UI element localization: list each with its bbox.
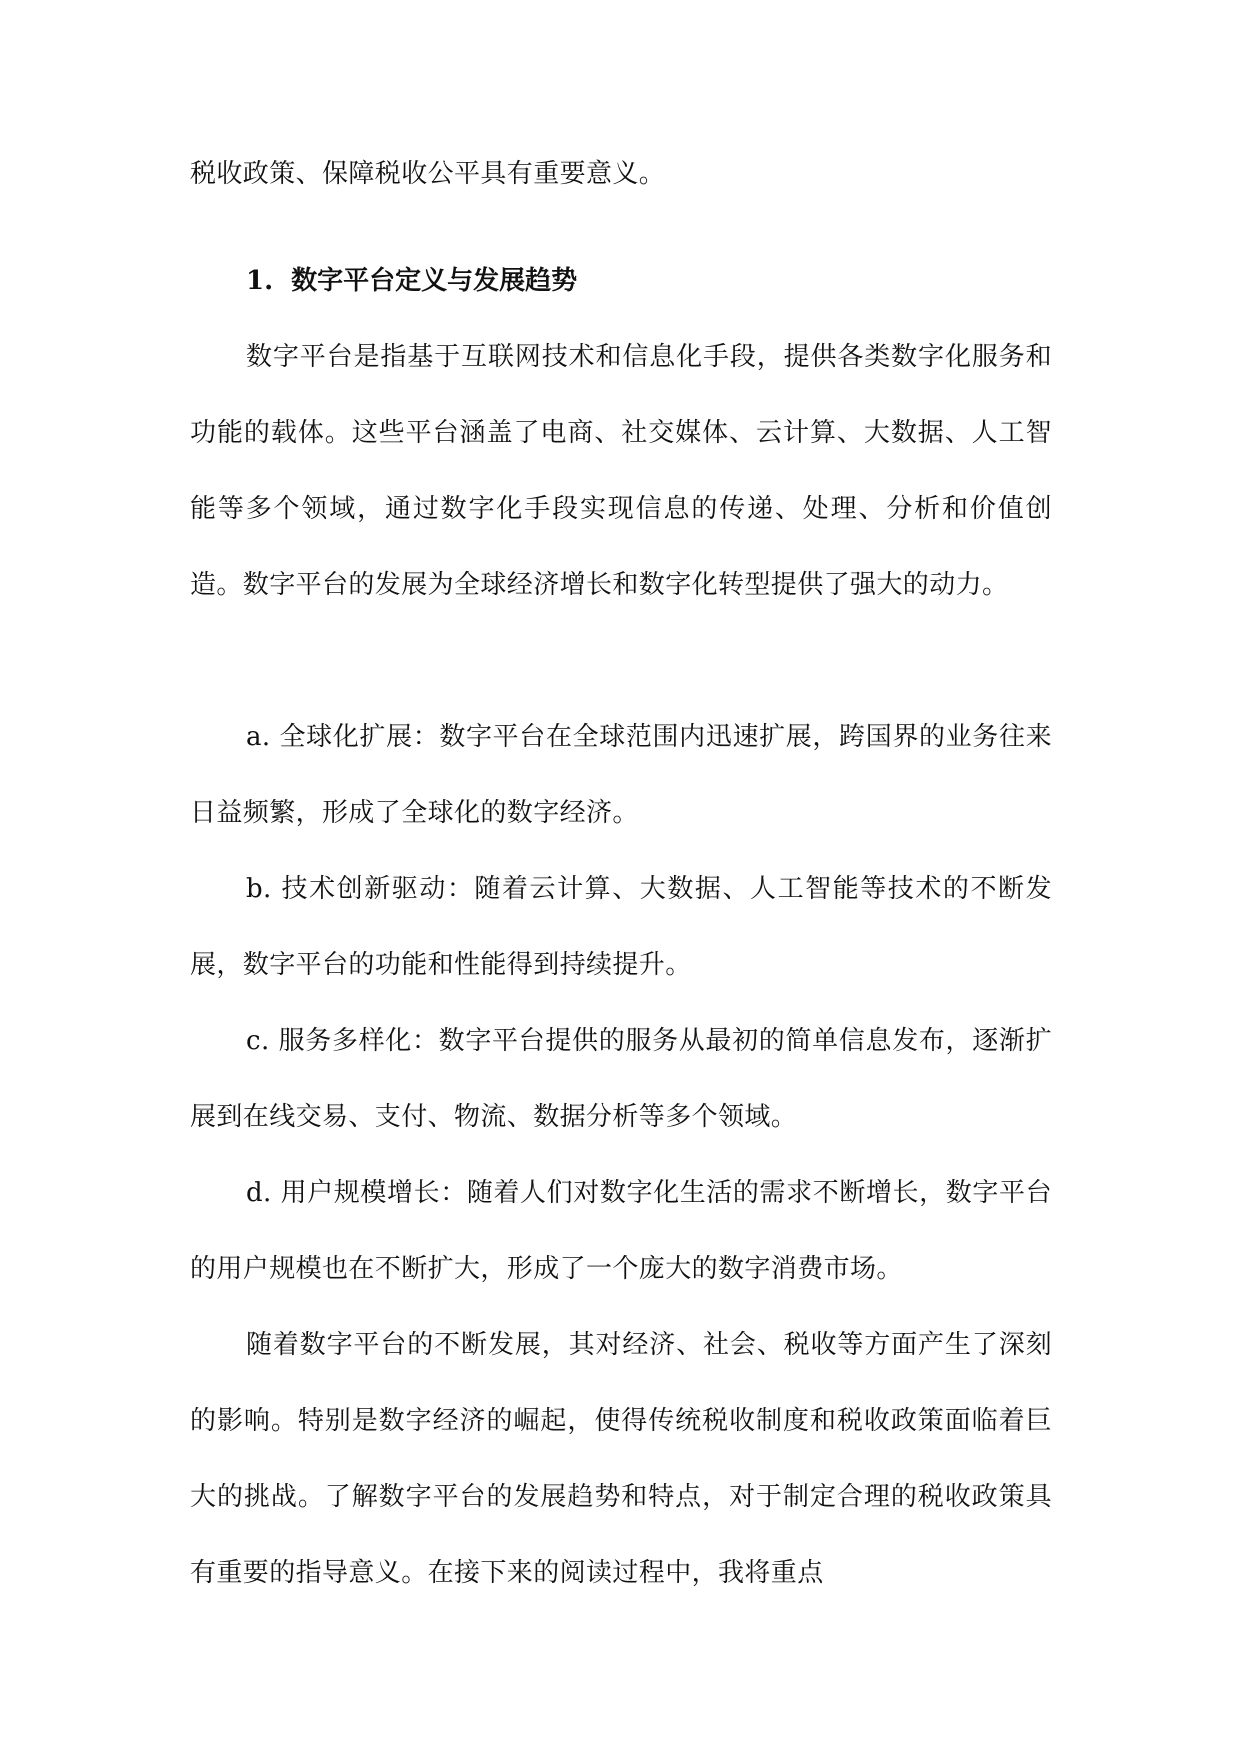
section-heading [246,243,577,319]
carry-over-paragraph: 税收政策、保障税收公平具有重要意义。 [190,159,666,189]
section-number: 1. [246,266,274,296]
closing-paragraph: 随着数字平台的不断发展，其对经济、社会、税收等方面产生了深刻的影响。特别是数字经济的崛起，使得传统税收制度和税收政策面临着巨大的挑战。了解数字平台的发展趋势和特点，对于制定合理的税收政策具有重要的指导意义。在接下来的阅读过程中，我将重点 [190,1330,1052,1588]
trend-item-c: c. 服务多样化：数字平台提供的服务从最初的简单信息发布，逐渐扩展到在线交易、支付、物流、数据分析等多个领域。 [190,1026,1052,1132]
trend-item-d: d. 用户规模增长：随着人们对数字化生活的需求不断增长，数字平台的用户规模也在不断扩大，形成了一个庞大的数字消费市场。 [190,1178,1052,1284]
section-title: 数字平台定义与发展趋势 [291,266,578,296]
trend-item-b: b. 技术创新驱动：随着云计算、大数据、人工智能等技术的不断发展，数字平台的功能和性能得到持续提升。 [190,874,1052,980]
intro-paragraph: 数字平台是指基于互联网技术和信息化手段，提供各类数字化服务和功能的载体。这些平台涵盖了电商、社交媒体、云计算、大数据、人工智能等多个领域，通过数字化手段实现信息的传递、处理、分析和价值创造。数字平台的发展为全球经济增长和数字化转型提供了强大的动力。 [190,342,1052,600]
trend-item-a: a. 全球化扩展：数字平台在全球范围内迅速扩展，跨国界的业务往来日益频繁，形成了全球化的数字经济。 [190,722,1052,828]
